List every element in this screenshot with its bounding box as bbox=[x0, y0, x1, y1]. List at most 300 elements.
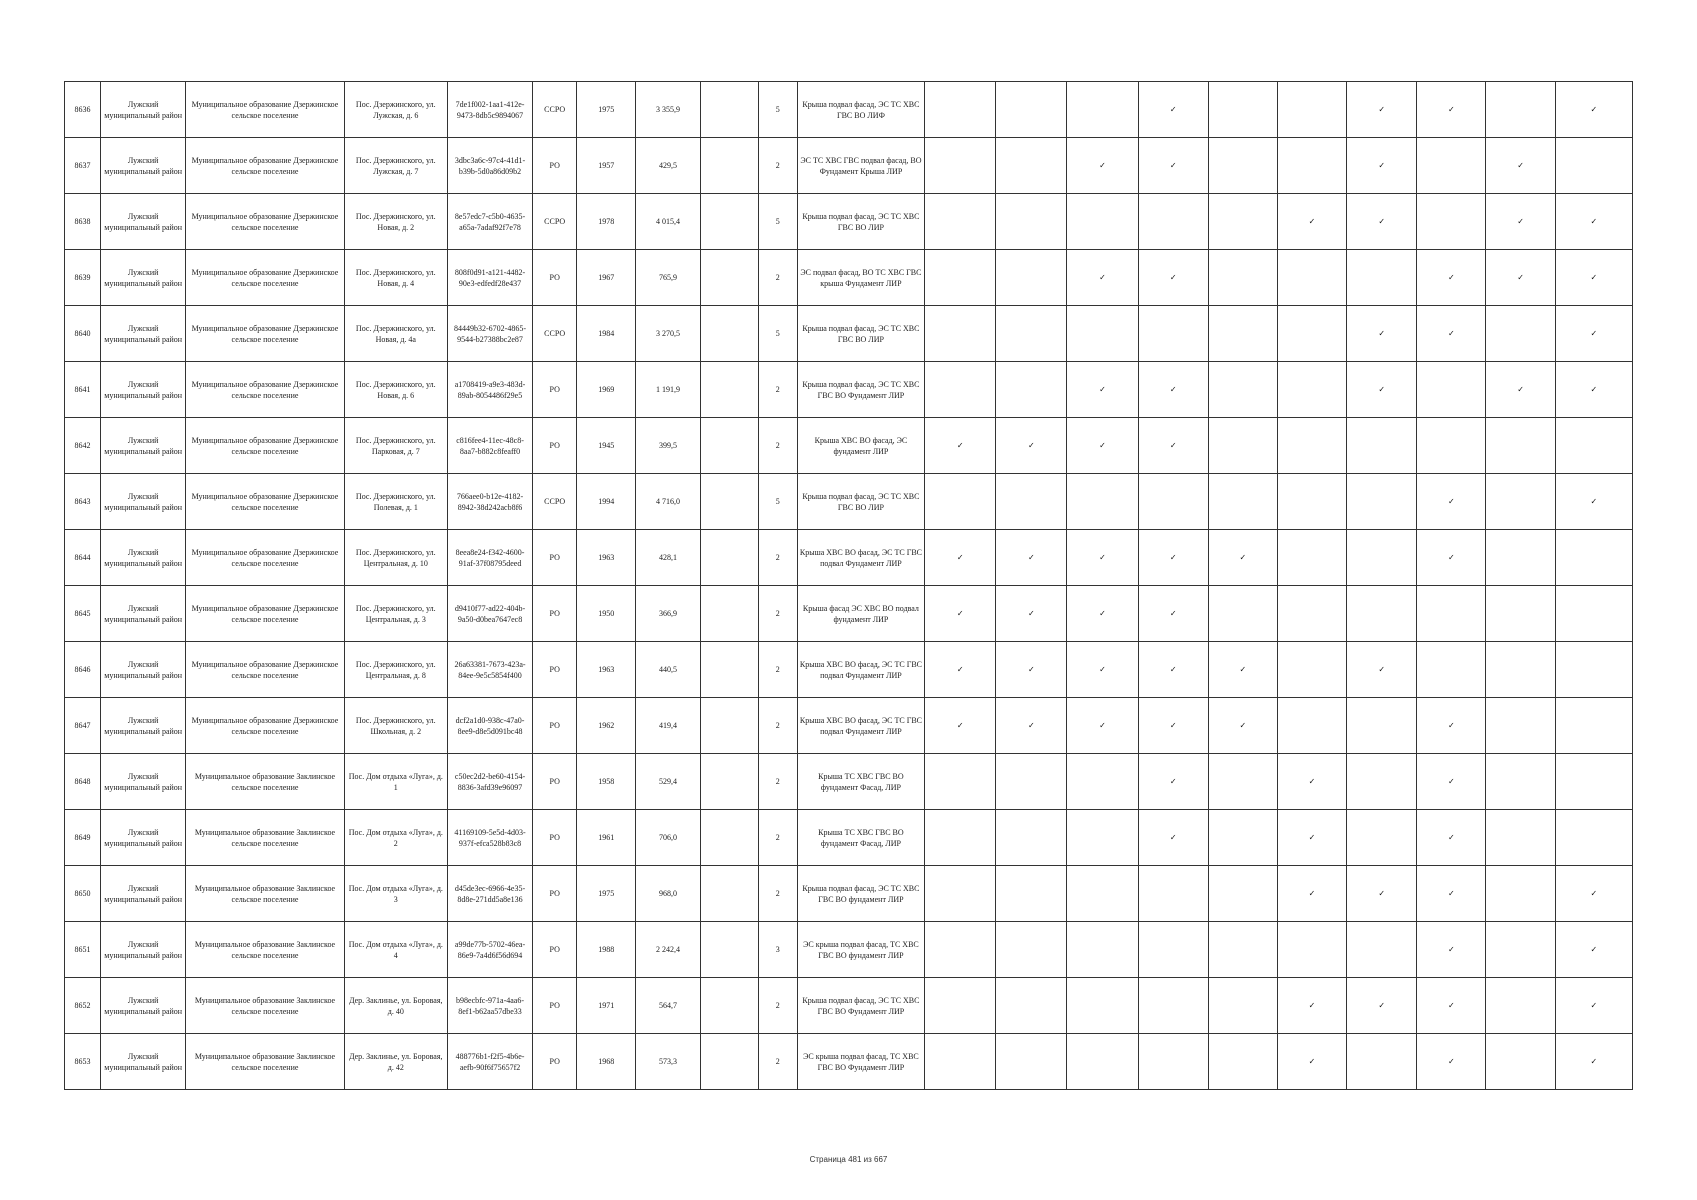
fund-type-cell: ССРО bbox=[533, 82, 577, 138]
check-mark-icon: ✓ bbox=[1417, 754, 1486, 810]
row-number: 8637 bbox=[65, 138, 101, 194]
check-mark-icon: ✓ bbox=[1486, 194, 1555, 250]
empty-mark-cell bbox=[1208, 866, 1277, 922]
check-mark-icon: ✓ bbox=[1417, 922, 1486, 978]
works-cell: ЭС крыша подвал фасад, ТС ХВС ГВС ВО Фундамент ЛИР bbox=[797, 1034, 924, 1090]
empty-mark-cell bbox=[925, 978, 996, 1034]
area-cell: 429,5 bbox=[636, 138, 700, 194]
empty-mark-cell bbox=[1277, 418, 1346, 474]
works-cell: Крыша ХВС ВО фасад, ЭС ТС ГВС подвал Фундамент ЛИР bbox=[797, 642, 924, 698]
empty-mark-cell bbox=[1555, 810, 1632, 866]
empty-cell bbox=[700, 754, 758, 810]
municipality-cell: Муниципальное образование Заклинское сельское поселение bbox=[186, 810, 344, 866]
empty-cell bbox=[700, 138, 758, 194]
address-cell: Пос. Дом отдыха «Луга», д. 2 bbox=[344, 810, 447, 866]
fund-type-cell: РО bbox=[533, 530, 577, 586]
fund-type-cell: РО bbox=[533, 754, 577, 810]
check-mark-icon: ✓ bbox=[1208, 530, 1277, 586]
year-cell: 1984 bbox=[577, 306, 636, 362]
empty-mark-cell bbox=[996, 306, 1067, 362]
empty-cell bbox=[700, 362, 758, 418]
works-cell: Крыша подвал фасад, ЭС ТС ХВС ГВС ВО Фундамент ЛИР bbox=[797, 362, 924, 418]
empty-mark-cell bbox=[1138, 474, 1208, 530]
year-cell: 1958 bbox=[577, 754, 636, 810]
table-body bbox=[65, 82, 1633, 1090]
empty-cell bbox=[700, 306, 758, 362]
check-mark-icon: ✓ bbox=[1417, 530, 1486, 586]
empty-mark-cell bbox=[1138, 922, 1208, 978]
check-mark-icon: ✓ bbox=[1067, 530, 1138, 586]
table-row bbox=[65, 698, 1633, 754]
municipality-cell: Муниципальное образование Дзержинское сельское поселение bbox=[186, 586, 344, 642]
empty-mark-cell bbox=[1347, 922, 1417, 978]
floors-cell: 5 bbox=[758, 306, 797, 362]
municipality-cell: Муниципальное образование Дзержинское сельское поселение bbox=[186, 194, 344, 250]
empty-mark-cell bbox=[1208, 978, 1277, 1034]
empty-mark-cell bbox=[1555, 586, 1632, 642]
empty-cell bbox=[700, 866, 758, 922]
empty-mark-cell bbox=[1486, 82, 1555, 138]
address-cell: Пос. Дзержинского, ул. Лужская, д. 6 bbox=[344, 82, 447, 138]
area-cell: 765,9 bbox=[636, 250, 700, 306]
empty-mark-cell bbox=[1277, 250, 1346, 306]
municipality-cell: Муниципальное образование Заклинское сельское поселение bbox=[186, 754, 344, 810]
check-mark-icon: ✓ bbox=[1067, 138, 1138, 194]
table-row bbox=[65, 530, 1633, 586]
check-mark-icon: ✓ bbox=[1277, 810, 1346, 866]
municipality-cell: Муниципальное образование Дзержинское сельское поселение bbox=[186, 362, 344, 418]
address-cell: Пос. Дзержинского, ул. Полевая, д. 1 bbox=[344, 474, 447, 530]
empty-mark-cell bbox=[925, 82, 996, 138]
check-mark-icon: ✓ bbox=[1208, 642, 1277, 698]
empty-mark-cell bbox=[996, 362, 1067, 418]
check-mark-icon: ✓ bbox=[1555, 306, 1632, 362]
check-mark-icon: ✓ bbox=[1347, 138, 1417, 194]
area-cell: 366,9 bbox=[636, 586, 700, 642]
fund-type-cell: РО bbox=[533, 810, 577, 866]
empty-mark-cell bbox=[996, 82, 1067, 138]
row-number: 8649 bbox=[65, 810, 101, 866]
empty-cell bbox=[700, 194, 758, 250]
area-cell: 3 355,9 bbox=[636, 82, 700, 138]
district-cell: Лужский муниципальный район bbox=[101, 978, 186, 1034]
check-mark-icon: ✓ bbox=[1277, 194, 1346, 250]
empty-mark-cell bbox=[1138, 866, 1208, 922]
check-mark-icon: ✓ bbox=[1347, 362, 1417, 418]
works-cell: ЭС крыша подвал фасад, ТС ХВС ГВС ВО фундамент ЛИР bbox=[797, 922, 924, 978]
empty-mark-cell bbox=[1138, 978, 1208, 1034]
district-cell: Лужский муниципальный район bbox=[101, 418, 186, 474]
empty-mark-cell bbox=[1486, 754, 1555, 810]
floors-cell: 3 bbox=[758, 922, 797, 978]
check-mark-icon: ✓ bbox=[1555, 978, 1632, 1034]
empty-cell bbox=[700, 642, 758, 698]
empty-mark-cell bbox=[925, 194, 996, 250]
row-number: 8636 bbox=[65, 82, 101, 138]
works-cell: Крыша подвал фасад, ЭС ТС ХВС ГВС ВО Фундамент ЛИР bbox=[797, 978, 924, 1034]
check-mark-icon: ✓ bbox=[1277, 978, 1346, 1034]
floors-cell: 2 bbox=[758, 978, 797, 1034]
district-cell: Лужский муниципальный район bbox=[101, 194, 186, 250]
municipality-cell: Муниципальное образование Дзержинское сельское поселение bbox=[186, 138, 344, 194]
municipality-cell: Муниципальное образование Заклинское сельское поселение bbox=[186, 1034, 344, 1090]
check-mark-icon: ✓ bbox=[925, 642, 996, 698]
check-mark-icon: ✓ bbox=[1277, 754, 1346, 810]
area-cell: 428,1 bbox=[636, 530, 700, 586]
year-cell: 1961 bbox=[577, 810, 636, 866]
empty-mark-cell bbox=[1417, 362, 1486, 418]
table-row bbox=[65, 586, 1633, 642]
year-cell: 1950 bbox=[577, 586, 636, 642]
floors-cell: 5 bbox=[758, 474, 797, 530]
empty-mark-cell bbox=[1486, 978, 1555, 1034]
check-mark-icon: ✓ bbox=[1067, 642, 1138, 698]
municipality-cell: Муниципальное образование Дзержинское сельское поселение bbox=[186, 250, 344, 306]
fund-type-cell: РО bbox=[533, 586, 577, 642]
empty-mark-cell bbox=[1067, 922, 1138, 978]
check-mark-icon: ✓ bbox=[1555, 866, 1632, 922]
address-cell: Пос. Дзержинского, ул. Парковая, д. 7 bbox=[344, 418, 447, 474]
guid-cell: a1708419-a9e3-483d-89ab-8054486f29e5 bbox=[447, 362, 532, 418]
area-cell: 440,5 bbox=[636, 642, 700, 698]
empty-mark-cell bbox=[996, 138, 1067, 194]
guid-cell: a99de77b-5702-46ea-86e9-7a4d6f56d694 bbox=[447, 922, 532, 978]
area-cell: 573,3 bbox=[636, 1034, 700, 1090]
check-mark-icon: ✓ bbox=[1555, 362, 1632, 418]
municipality-cell: Муниципальное образование Дзержинское сельское поселение bbox=[186, 306, 344, 362]
area-cell: 1 191,9 bbox=[636, 362, 700, 418]
district-cell: Лужский муниципальный район bbox=[101, 82, 186, 138]
works-cell: Крыша подвал фасад, ЭС ТС ХВС ГВС ВО ЛИР bbox=[797, 306, 924, 362]
empty-mark-cell bbox=[1208, 922, 1277, 978]
empty-mark-cell bbox=[1277, 922, 1346, 978]
guid-cell: 808f0d91-a121-4482-90e3-edfedf28e437 bbox=[447, 250, 532, 306]
empty-mark-cell bbox=[925, 306, 996, 362]
floors-cell: 2 bbox=[758, 138, 797, 194]
check-mark-icon: ✓ bbox=[1555, 194, 1632, 250]
empty-mark-cell bbox=[1277, 138, 1346, 194]
fund-type-cell: ССРО bbox=[533, 306, 577, 362]
check-mark-icon: ✓ bbox=[925, 418, 996, 474]
fund-type-cell: РО bbox=[533, 698, 577, 754]
empty-mark-cell bbox=[1277, 474, 1346, 530]
address-cell: Пос. Дзержинского, ул. Школьная, д. 2 bbox=[344, 698, 447, 754]
table-row bbox=[65, 642, 1633, 698]
empty-mark-cell bbox=[1417, 138, 1486, 194]
check-mark-icon: ✓ bbox=[1417, 810, 1486, 866]
row-number: 8653 bbox=[65, 1034, 101, 1090]
empty-mark-cell bbox=[1208, 1034, 1277, 1090]
empty-mark-cell bbox=[1208, 586, 1277, 642]
municipality-cell: Муниципальное образование Дзержинское сельское поселение bbox=[186, 418, 344, 474]
table-row bbox=[65, 138, 1633, 194]
empty-mark-cell bbox=[996, 754, 1067, 810]
address-cell: Пос. Дом отдыха «Луга», д. 1 bbox=[344, 754, 447, 810]
row-number: 8643 bbox=[65, 474, 101, 530]
check-mark-icon: ✓ bbox=[1555, 1034, 1632, 1090]
empty-mark-cell bbox=[1277, 642, 1346, 698]
district-cell: Лужский муниципальный район bbox=[101, 250, 186, 306]
district-cell: Лужский муниципальный район bbox=[101, 138, 186, 194]
table-row bbox=[65, 82, 1633, 138]
empty-mark-cell bbox=[996, 474, 1067, 530]
empty-mark-cell bbox=[1347, 586, 1417, 642]
check-mark-icon: ✓ bbox=[1138, 586, 1208, 642]
empty-mark-cell bbox=[1277, 698, 1346, 754]
check-mark-icon: ✓ bbox=[1417, 978, 1486, 1034]
row-number: 8641 bbox=[65, 362, 101, 418]
address-cell: Пос. Дом отдыха «Луга», д. 4 bbox=[344, 922, 447, 978]
empty-mark-cell bbox=[1555, 138, 1632, 194]
district-cell: Лужский муниципальный район bbox=[101, 530, 186, 586]
row-number: 8647 bbox=[65, 698, 101, 754]
floors-cell: 2 bbox=[758, 586, 797, 642]
fund-type-cell: ССРО bbox=[533, 474, 577, 530]
year-cell: 1963 bbox=[577, 530, 636, 586]
row-number: 8646 bbox=[65, 642, 101, 698]
empty-mark-cell bbox=[1208, 82, 1277, 138]
year-cell: 1988 bbox=[577, 922, 636, 978]
empty-mark-cell bbox=[1486, 810, 1555, 866]
table-row bbox=[65, 362, 1633, 418]
address-cell: Пос. Дзержинского, ул. Новая, д. 2 bbox=[344, 194, 447, 250]
empty-cell bbox=[700, 250, 758, 306]
floors-cell: 2 bbox=[758, 754, 797, 810]
fund-type-cell: РО bbox=[533, 362, 577, 418]
empty-mark-cell bbox=[1067, 810, 1138, 866]
empty-mark-cell bbox=[925, 250, 996, 306]
works-cell: Крыша подвал фасад, ЭС ТС ХВС ГВС ВО ЛИР bbox=[797, 194, 924, 250]
check-mark-icon: ✓ bbox=[1067, 586, 1138, 642]
check-mark-icon: ✓ bbox=[1417, 250, 1486, 306]
empty-mark-cell bbox=[1486, 698, 1555, 754]
guid-cell: 26a63381-7673-423a-84ee-9e5c5854f400 bbox=[447, 642, 532, 698]
empty-mark-cell bbox=[996, 194, 1067, 250]
area-cell: 706,0 bbox=[636, 810, 700, 866]
guid-cell: 766aee0-b12e-4182-8942-38d242acb8f6 bbox=[447, 474, 532, 530]
district-cell: Лужский муниципальный район bbox=[101, 474, 186, 530]
check-mark-icon: ✓ bbox=[1347, 306, 1417, 362]
empty-cell bbox=[700, 418, 758, 474]
district-cell: Лужский муниципальный район bbox=[101, 810, 186, 866]
empty-mark-cell bbox=[1138, 194, 1208, 250]
empty-mark-cell bbox=[1067, 474, 1138, 530]
floors-cell: 2 bbox=[758, 362, 797, 418]
area-cell: 968,0 bbox=[636, 866, 700, 922]
empty-mark-cell bbox=[1347, 754, 1417, 810]
check-mark-icon: ✓ bbox=[925, 586, 996, 642]
municipality-cell: Муниципальное образование Заклинское сельское поселение bbox=[186, 922, 344, 978]
empty-cell bbox=[700, 698, 758, 754]
municipality-cell: Муниципальное образование Дзержинское сельское поселение bbox=[186, 642, 344, 698]
year-cell: 1967 bbox=[577, 250, 636, 306]
fund-type-cell: РО bbox=[533, 1034, 577, 1090]
empty-mark-cell bbox=[1208, 250, 1277, 306]
check-mark-icon: ✓ bbox=[996, 642, 1067, 698]
check-mark-icon: ✓ bbox=[1138, 418, 1208, 474]
district-cell: Лужский муниципальный район bbox=[101, 306, 186, 362]
address-cell: Пос. Дзержинского, ул. Новая, д. 4 bbox=[344, 250, 447, 306]
check-mark-icon: ✓ bbox=[1555, 922, 1632, 978]
floors-cell: 2 bbox=[758, 1034, 797, 1090]
district-cell: Лужский муниципальный район bbox=[101, 698, 186, 754]
page-footer: Страница 481 из 667 bbox=[809, 1155, 888, 1164]
empty-mark-cell bbox=[1208, 362, 1277, 418]
check-mark-icon: ✓ bbox=[1417, 866, 1486, 922]
empty-mark-cell bbox=[1067, 306, 1138, 362]
empty-mark-cell bbox=[1555, 642, 1632, 698]
table-row bbox=[65, 194, 1633, 250]
floors-cell: 2 bbox=[758, 810, 797, 866]
guid-cell: 488776b1-f2f5-4b6e-aefb-90f6f75657f2 bbox=[447, 1034, 532, 1090]
guid-cell: 84449b32-6702-4865-9544-b27388bc2e87 bbox=[447, 306, 532, 362]
fund-type-cell: РО bbox=[533, 922, 577, 978]
floors-cell: 2 bbox=[758, 866, 797, 922]
empty-cell bbox=[700, 978, 758, 1034]
check-mark-icon: ✓ bbox=[1138, 698, 1208, 754]
check-mark-icon: ✓ bbox=[1347, 978, 1417, 1034]
empty-mark-cell bbox=[1417, 642, 1486, 698]
check-mark-icon: ✓ bbox=[996, 530, 1067, 586]
works-cell: Крыша ХВС ВО фасад, ЭС фундамент ЛИР bbox=[797, 418, 924, 474]
year-cell: 1945 bbox=[577, 418, 636, 474]
empty-mark-cell bbox=[925, 922, 996, 978]
empty-mark-cell bbox=[1347, 530, 1417, 586]
address-cell: Пос. Дзержинского, ул. Новая, д. 6 bbox=[344, 362, 447, 418]
year-cell: 1962 bbox=[577, 698, 636, 754]
empty-mark-cell bbox=[996, 1034, 1067, 1090]
table-row bbox=[65, 250, 1633, 306]
empty-mark-cell bbox=[1208, 810, 1277, 866]
municipality-cell: Муниципальное образование Дзержинское сельское поселение bbox=[186, 698, 344, 754]
district-cell: Лужский муниципальный район bbox=[101, 866, 186, 922]
check-mark-icon: ✓ bbox=[1277, 1034, 1346, 1090]
works-cell: Крыша ХВС ВО фасад, ЭС ТС ГВС подвал Фундамент ЛИР bbox=[797, 698, 924, 754]
empty-mark-cell bbox=[1067, 1034, 1138, 1090]
empty-cell bbox=[700, 82, 758, 138]
year-cell: 1994 bbox=[577, 474, 636, 530]
empty-mark-cell bbox=[925, 474, 996, 530]
empty-mark-cell bbox=[1138, 1034, 1208, 1090]
empty-mark-cell bbox=[1555, 418, 1632, 474]
check-mark-icon: ✓ bbox=[1555, 250, 1632, 306]
empty-mark-cell bbox=[925, 1034, 996, 1090]
year-cell: 1957 bbox=[577, 138, 636, 194]
empty-mark-cell bbox=[1208, 306, 1277, 362]
check-mark-icon: ✓ bbox=[1347, 82, 1417, 138]
check-mark-icon: ✓ bbox=[1138, 362, 1208, 418]
district-cell: Лужский муниципальный район bbox=[101, 754, 186, 810]
year-cell: 1978 bbox=[577, 194, 636, 250]
empty-mark-cell bbox=[1277, 362, 1346, 418]
address-cell: Пос. Дзержинского, ул. Центральная, д. 10 bbox=[344, 530, 447, 586]
check-mark-icon: ✓ bbox=[1067, 418, 1138, 474]
guid-cell: d9410f77-ad22-404b-9a50-d0bea7647ec8 bbox=[447, 586, 532, 642]
row-number: 8639 bbox=[65, 250, 101, 306]
empty-mark-cell bbox=[996, 250, 1067, 306]
empty-mark-cell bbox=[1486, 474, 1555, 530]
floors-cell: 2 bbox=[758, 698, 797, 754]
check-mark-icon: ✓ bbox=[1417, 698, 1486, 754]
guid-cell: c50ec2d2-be60-4154-8836-3afd39e96097 bbox=[447, 754, 532, 810]
floors-cell: 2 bbox=[758, 530, 797, 586]
empty-mark-cell bbox=[1347, 1034, 1417, 1090]
guid-cell: dcf2a1d0-938c-47a0-8ee9-d8e5d091bc48 bbox=[447, 698, 532, 754]
district-cell: Лужский муниципальный район bbox=[101, 1034, 186, 1090]
empty-mark-cell bbox=[1555, 530, 1632, 586]
district-cell: Лужский муниципальный район bbox=[101, 922, 186, 978]
row-number: 8651 bbox=[65, 922, 101, 978]
empty-mark-cell bbox=[1067, 866, 1138, 922]
district-cell: Лужский муниципальный район bbox=[101, 362, 186, 418]
empty-mark-cell bbox=[1417, 586, 1486, 642]
empty-mark-cell bbox=[1067, 82, 1138, 138]
row-number: 8648 bbox=[65, 754, 101, 810]
works-cell: Крыша подвал фасад, ЭС ТС ХВС ГВС ВО ЛИФ bbox=[797, 82, 924, 138]
check-mark-icon: ✓ bbox=[1486, 362, 1555, 418]
empty-mark-cell bbox=[1277, 530, 1346, 586]
empty-mark-cell bbox=[925, 362, 996, 418]
check-mark-icon: ✓ bbox=[1138, 810, 1208, 866]
register-table bbox=[64, 81, 1633, 1090]
empty-mark-cell bbox=[1486, 530, 1555, 586]
works-cell: Крыша подвал фасад, ЭС ТС ХВС ГВС ВО фундамент ЛИР bbox=[797, 866, 924, 922]
guid-cell: d45de3ec-6966-4e35-8d8e-271dd5a8e136 bbox=[447, 866, 532, 922]
empty-mark-cell bbox=[1138, 306, 1208, 362]
empty-mark-cell bbox=[1347, 698, 1417, 754]
floors-cell: 2 bbox=[758, 250, 797, 306]
check-mark-icon: ✓ bbox=[1138, 754, 1208, 810]
empty-mark-cell bbox=[1277, 586, 1346, 642]
address-cell: Пос. Дзержинского, ул. Центральная, д. 3 bbox=[344, 586, 447, 642]
area-cell: 419,4 bbox=[636, 698, 700, 754]
check-mark-icon: ✓ bbox=[1277, 866, 1346, 922]
table-row bbox=[65, 810, 1633, 866]
floors-cell: 5 bbox=[758, 194, 797, 250]
empty-cell bbox=[700, 810, 758, 866]
fund-type-cell: РО bbox=[533, 138, 577, 194]
check-mark-icon: ✓ bbox=[1555, 82, 1632, 138]
check-mark-icon: ✓ bbox=[1138, 82, 1208, 138]
empty-mark-cell bbox=[1417, 418, 1486, 474]
municipality-cell: Муниципальное образование Заклинское сельское поселение bbox=[186, 866, 344, 922]
empty-mark-cell bbox=[925, 810, 996, 866]
empty-mark-cell bbox=[1208, 194, 1277, 250]
works-cell: Крыша ХВС ВО фасад, ЭС ТС ГВС подвал Фундамент ЛИР bbox=[797, 530, 924, 586]
empty-mark-cell bbox=[1486, 418, 1555, 474]
empty-mark-cell bbox=[1417, 194, 1486, 250]
year-cell: 1963 bbox=[577, 642, 636, 698]
check-mark-icon: ✓ bbox=[996, 698, 1067, 754]
empty-mark-cell bbox=[1486, 1034, 1555, 1090]
works-cell: ЭС подвал фасад, ВО ТС ХВС ГВС крыша Фундамент ЛИР bbox=[797, 250, 924, 306]
area-cell: 399,5 bbox=[636, 418, 700, 474]
fund-type-cell: РО bbox=[533, 866, 577, 922]
empty-mark-cell bbox=[1208, 474, 1277, 530]
empty-cell bbox=[700, 922, 758, 978]
district-cell: Лужский муниципальный район bbox=[101, 586, 186, 642]
empty-mark-cell bbox=[1486, 642, 1555, 698]
year-cell: 1968 bbox=[577, 1034, 636, 1090]
municipality-cell: Муниципальное образование Дзержинское сельское поселение bbox=[186, 474, 344, 530]
guid-cell: 3dbc3a6c-97c4-41d1-b39b-5d0a86d09b2 bbox=[447, 138, 532, 194]
empty-mark-cell bbox=[925, 754, 996, 810]
works-cell: Крыша подвал фасад, ЭС ТС ХВС ГВС ВО ЛИР bbox=[797, 474, 924, 530]
empty-mark-cell bbox=[1347, 418, 1417, 474]
works-cell: Крыша фасад ЭС ХВС ВО подвал фундамент ЛИР bbox=[797, 586, 924, 642]
area-cell: 4 716,0 bbox=[636, 474, 700, 530]
empty-mark-cell bbox=[1208, 754, 1277, 810]
